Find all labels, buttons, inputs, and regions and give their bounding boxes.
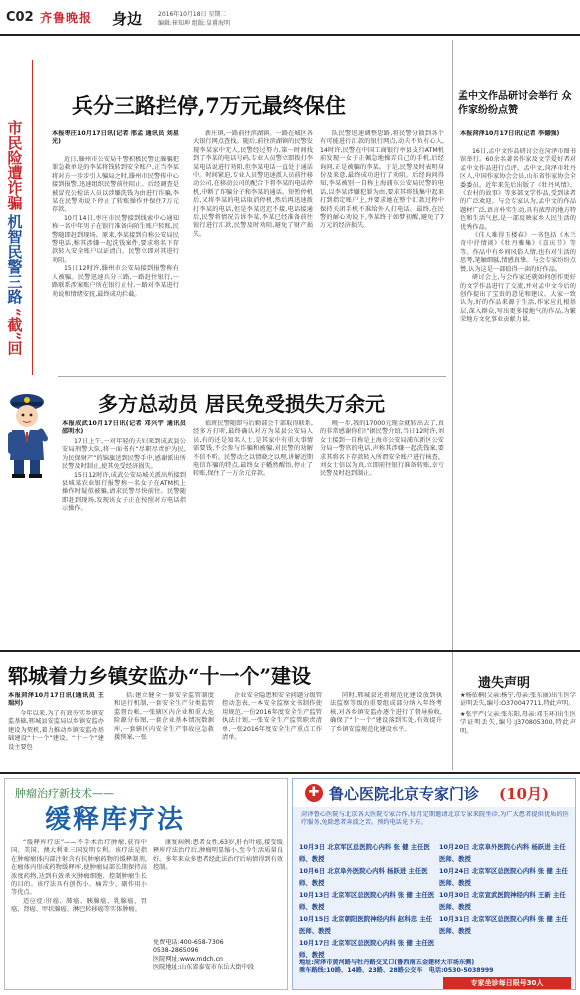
story2-col2	[193, 420, 313, 638]
story2-col1-p1: 17日上午,一对年轻的夫妇来到成武县公安局刑警大队,将一面书有“尽职尽责护为民,为民保财产”的锦旗送到民警手中,感谢派出所民警及时制止,使其免受经济损失。	[62, 438, 186, 471]
notice-item-2: ★张宇严(父亲:张东阳,母亲:邓玉环)出生医学证明丢失,编号:J370805300,特此声明。	[460, 710, 576, 735]
ad2-footer	[299, 959, 569, 977]
story1-col3	[320, 130, 444, 366]
ad2-title-bar	[293, 779, 575, 807]
police-mascot-image	[4, 388, 50, 480]
schedule-row: 10月17日 北京军区总医院心内科 张 健 主任医师、教授	[299, 939, 435, 959]
ad1-phone: 免费电话:400-658-7306	[153, 939, 224, 946]
ad1-contact	[153, 939, 283, 987]
ad1-title: 缓释库疗法	[45, 805, 186, 835]
story1-vertical-title	[2, 120, 28, 360]
story1-side-title-red: 市民险遭诈骗	[5, 120, 24, 210]
story1-col1-p3: 15日12时许,滕州市公安局接到报警称有人被骗。民警迅速兵分三路,一路赶往银行,一路联系涉案账户所在银行止付,一路对李某进行劝说和情绪安抚,最终成功拦截。	[52, 265, 179, 298]
ad1-body-left	[11, 839, 147, 987]
schedule-row: 10月20日 北京阜外医院心内科 杨跃进 主任医师、教授	[439, 843, 566, 863]
story1-col2	[193, 130, 313, 366]
story3-col4-p: 同时,郓城县还将规范化建设放到执法监察等级的重要组成部分纳入年终考核,对各乡镇安监办逐个进行了督导验收,确保了“十一个”建设落到实处,有效提升了乡镇安监规范化建设水平。	[330, 692, 442, 733]
story2-col1	[62, 438, 186, 638]
story2-byline: 本报成武10月17日讯(记者 邓兴宇 通讯员 邵明水)	[62, 420, 186, 436]
story1-col3-p: 队民警迅速调整思路,将民警分散到各个有可能进行汇款的银行网点,动夫不负有心人,14时许,民警在中国工商银行亭县支行ATM机前发现一女子正佩急地操弄自己的手机,后经询问,正是被骗的李某。于是,民警及时表明身份及来意,最终成功进行了劝阻。后经询问得知,李某被别一自称上海浦东公安局民警的电话,以李某涉嫌犯罪为由,要求其将钱集中起来打到指定账户上,并要求她在整个汇款过程中保持关闭手机不准给外人打电话。最终,在民警的耐心劝说下,李某终于如梦初醒,避免了7万元的经济损失。	[320, 130, 444, 230]
ad2-title: 鲁心医院北京专家门诊	[329, 785, 480, 803]
ad1-body-p1: “缓释库疗法”——不手术治疗肿瘤,获得中国、美国、澳大利亚三国发明专利。该疗法是指在肿瘤瘤体内部注射含有抗肿瘤药物的缓释制剂,在瘤体内形成药物缓释库,使肿瘤局部长期保持高浓度药物,达到有效杀灭肿瘤细胞、控制肿瘤生长的目的。该疗法具有创伤小、痛苦少、副作用小等优点。	[11, 839, 147, 897]
ad1-address: 医院地址:山东省泰安市东岳大街中段	[153, 964, 255, 972]
schedule-row: 10月13日 北京军区总医院心内科 张 健 主任医师、教授	[299, 891, 435, 911]
story3-byline: 本报菏泽10月17日讯(通讯员 王瑞河)	[8, 692, 104, 708]
side1-body	[460, 148, 576, 642]
hospital-cross-icon: ✚	[305, 784, 323, 802]
side1-body-p2: 《佳人难得玉楼春》一书包括《木兰奇中抒情谈》《牡丹雅集》《喜庆节》等等。作品中有乡间风俗人情,也有对生活的思考,笔触细腻,情感真挚。与会专家纷纷点赞,认为这是一部值得一读的好作品。	[460, 232, 576, 273]
story2-col1-p2: 15日12时许,成武公安局城关派出所接到县城某农业银行报警称一名女子在ATM机上操作时疑似被骗,请求民警尽快前往。民警随即赶到现场,发现该女子正在按照对方电话指示操作。	[62, 471, 186, 513]
ad1-site: 医院网址:www.mdch.cn	[153, 955, 223, 963]
story1-side-title-blue: 机智民警三路	[5, 214, 24, 304]
side1-body-p1: 16日,孟中文作品研讨会在菏泽市图书馆举行。60余名著名作家及文学爱好者对孟中文作品进行点评。孟中文,菏泽市牡丹区人,中国作家协会会员,山东省作家协会全委委员。近年来先后出版了《牡丹风情》、《农村的故事》等多部文学作品,受到读者的广泛欢迎。与会专家认为,孟中文的作品题材广泛,语言朴实生动,具有浓厚的地方特色和生活气息,是一部反映家乡人民生活的优秀作品。	[460, 148, 576, 231]
story2-col3	[320, 420, 444, 638]
ad1-subtitle: 肿瘤治疗新技术——	[15, 787, 114, 800]
notice-body	[460, 692, 576, 768]
notice-item-1: ★杨依桐(父亲:杨宁,母亲:张东丽)出生医学证明丢失,编号:O370047711,特此声明。	[460, 692, 576, 708]
story3-headline: 郓城着力乡镇安监办“十一个”建设	[8, 664, 312, 688]
story1-col1-p2: 10月14日,枣庄市民警接到线索中心通知称一名中年男子在银行准备向陌生账户转账,民警随即赶到现场。原来,李某接到自称公安局民警电话,称其涉嫌一起洗钱案件,要求将名下存款转入安全账户以证清白。民警立即对其进行劝阻。	[52, 214, 179, 264]
notice-title: 遗失声明	[478, 676, 531, 691]
ad2-bus: 乘车路线:10路、14路、23路、28路公交车	[299, 967, 423, 975]
ad2-badge: 专家坐诊每日限号30人	[443, 977, 571, 989]
story2-headline: 多方总动员 居民免受损失万余元	[98, 392, 385, 416]
ad2-schedule-left	[299, 841, 435, 961]
story3-col2	[114, 692, 214, 766]
ad2-month: (10月)	[499, 785, 550, 803]
story3-col2-p: 括:建立健全一套安全监管制度和运行机制,一套安全生产分类监管监督台帐,一张辖区内企业和重大危险源分布图,一套企业基本情况数据库,一套辖区内安全生产事故应急救援预案,一张	[114, 692, 214, 742]
header-editors: 编辑:崔知坤 组版:皇甫海明	[158, 20, 230, 27]
side1-headline: 孟中文作品研讨会举行 众作家纷纷点赞	[458, 91, 572, 116]
ad1-body-p3: 康复病例:患者女性,63岁,肝右叶癌,接受缓释库疗法治疗后,肿瘤明显缩小,至今生活质量良好。多年来众多患者经此法治疗后病情得到有效控制。	[153, 839, 283, 872]
story3-col1-p: 今年以来,为了有效夯实乡镇安监基础,郓城县安监局以乡镇安监办建设为契机,着力推动乡镇安监办基础建设“十一个”建设。“十一个”建设主要包	[8, 710, 104, 751]
story3-col4	[330, 692, 442, 766]
schedule-row: 10月15日 北京朝阳医院神经内科 赵科忠 主任医师、教授	[299, 915, 433, 935]
ad2-tel: 电话:0530-5038999	[428, 967, 494, 975]
ad2-schedule-right	[439, 841, 571, 937]
ad-tumor-therapy	[4, 778, 288, 990]
schedule-row: 10月6日 北京阜外医院心内科 杨跃进 主任医师、教授	[299, 867, 428, 887]
schedule-row: 10月31日 北京军区总医院心内科 张 健 主任医师、教授	[439, 915, 568, 935]
section-title: 身边	[112, 10, 143, 28]
side1-body-p3: 研讨会上,与会作家还就如何创作更好的文学作品进行了交流,并对孟中文今后的创作提出了宝贵的意见和建议。大家一致认为,好的作品来源于生活,作家应扎根基层,深入群众,写出更多接地气的作品,为繁荣地方文化事业贡献力量。	[460, 274, 576, 324]
paper-logo: 齐鲁晚报	[40, 11, 93, 25]
ad2-intro: 菏泽鲁心医院与北京各大医院专家合作,每月定期邀请北京专家来院坐诊,为广大患者提供优质的医疗服务,免除患者奔波之苦。预约电话见下方。	[301, 811, 569, 827]
page-number: C02	[6, 10, 34, 25]
schedule-row: 10月30日 北京宣武医院神经内科 王新 主任医师、教授	[439, 891, 566, 911]
ad2-address: 地址:菏泽市黄河路与牡丹路交叉口(鲁西南五金建材大市场东侧)	[299, 959, 475, 966]
ad1-body-right	[153, 839, 283, 935]
story1-headline: 兵分三路拦停,7万元最终保住	[72, 93, 346, 118]
schedule-row: 10月3日 北京军区总医院心内科 张 健 主任医师、教授	[299, 843, 430, 863]
story1-side-title-tail: “截”回	[5, 308, 24, 356]
header-date: 2016年10月18日 星期二	[158, 11, 227, 18]
story3-col3	[222, 692, 322, 766]
ad1-phone2: 0538-2865096	[153, 947, 199, 955]
story3-col1	[8, 710, 104, 766]
side1-byline: 本报菏泽10月17日讯(记者 李德强)	[460, 130, 560, 137]
story2-col3-p: 晚一步,我的17000元现金就转出去了,真的非常感谢你们!”据民警介绍,当日12时许,刘女士接到一自称是上海市公安局浦东新区公安分局一警官的电话,声称其涉嫌一起洗钱案,要求其将名下存款转入所谓安全账户进行核查。刘女士信以为真,立即前往银行准备转账,幸亏民警及时赶到制止。	[320, 420, 444, 478]
ad-luxin-hospital	[292, 778, 576, 990]
story3-col3-p: 企业安全隐患和安全问题分级管控动态表,一本安全监察文书制作使用规范,一份2016年度安全生产监管执法计划,一张安全生产监管职责清单,一张2016年度安全生产重点工作清单。	[222, 692, 322, 742]
story2-col2-p: 值班民警随即与后勤部会干部取得联系,经多方打听,最终确认对方为某县公安局人员,有的还是知名人士,是其家中有重大事情需要钱,不会参与诈骗和被骗,对民警的劝解不信不听。民警动之以情晓之以理,讲解近期电信诈骗的特点,最终女子幡然醒悟,停止了转账,保住了一万余元存款。	[193, 420, 313, 478]
story1-col2-p: 新庄镇,一路前往滨湖镇。一路在城区各大银行网点查找。随后,前往滨湖镇的民警发现李某家中无人,民警经过努力,第一时间找到了李某的电话号码,专业人员警立即拨打李某电话说进行劝阻,但李某电话一直处于通话中。时间紧迫,专业人员警迅速派人员前往移动公司,在移动公司的配合下将李某的电话停机,中断了诈骗分子和李某的通话。短暂停机后,又将李某的电话取消停机,然后再迅速拨打李某的电话,但是李某迟迟不接,电话接通后,民警将情况告诉李某,李某已经准备前往银行进行汇款,民警及时劝阻,避免了财产损失。	[193, 130, 313, 238]
story1-col1	[52, 156, 179, 366]
story1-col1-p1: 近日,滕州市公安局千警积极民警让滕骗犯罪急救单是的李某将钱转到安全账户,正当李某将对方一步步引人骗局之时,滕州市民警传中心接到报警,迅速组织民警前往阻止。后经调查是被冒充公检法人员以涉嫌洗钱为由进行诈骗,李某在民警劝说下停止了转账操作并保住7万元存款。	[52, 156, 179, 214]
story1-byline: 本报枣庄10月17日讯(记者 邢孟 通讯员 刘星光)	[52, 130, 179, 146]
ad1-body-p2: 适应症:肝癌、肺癌、胰腺癌、乳腺癌、胃癌、肾癌、甲状腺癌、淋巴转移癌等实体肿瘤。	[11, 897, 147, 914]
schedule-row: 10月24日 北京军区总医院心内科 张 健 主任医师、教授	[439, 867, 568, 887]
